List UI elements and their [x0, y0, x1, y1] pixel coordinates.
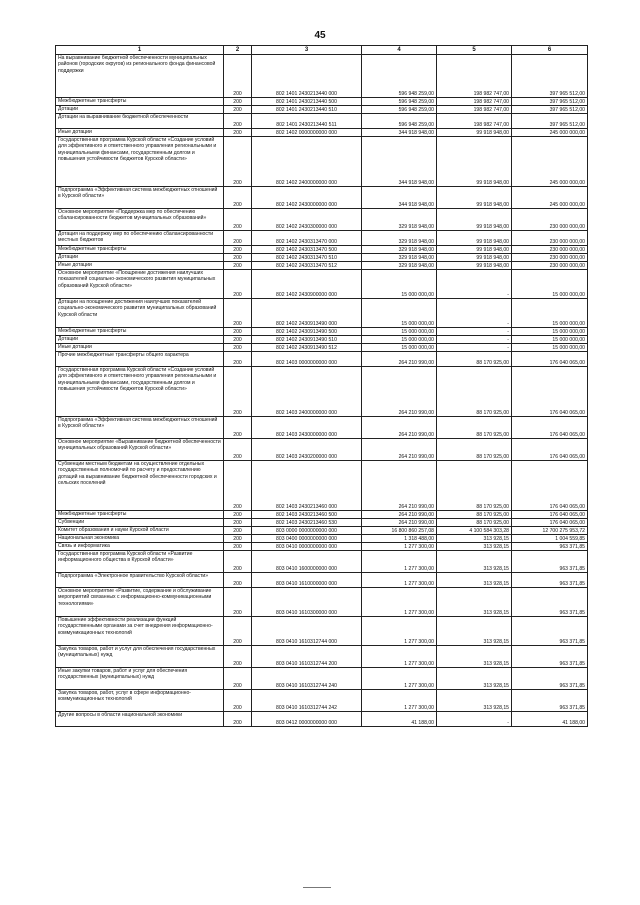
- row-code: 802 1402 2430313470 510: [252, 254, 362, 262]
- row-ved: 200: [224, 209, 252, 231]
- row-ved: 200: [224, 114, 252, 129]
- table-row: [56, 511, 588, 519]
- row-name: Иные закупки товаров, работ и услуг для обеспечения государственных (муниципальных) нужд: [56, 668, 224, 690]
- row-name: Основное мероприятие «Поддержка мер по обеспечению сбалансированности бюджетов муниципальных образований»: [56, 209, 224, 231]
- header-row: [56, 46, 588, 55]
- row-name: Комитет образования и науки Курской области: [56, 527, 224, 535]
- row-code: 802 1402 2430913490 512: [252, 344, 362, 352]
- row-value-5: 4 100 584 303,28: [437, 527, 512, 535]
- header-cell-5: 5: [437, 46, 512, 55]
- row-value-5: 313 928,15: [437, 588, 512, 617]
- row-value-6: 963 371,85: [512, 646, 588, 668]
- row-code: 803 0400 0000000000 000: [252, 535, 362, 543]
- table-row: [56, 55, 588, 98]
- row-name: Основное мероприятие «Развитие, содержание и обслуживание мероприятий связанных с информационно-коммуникационными технологиями»: [56, 588, 224, 617]
- table-row: [56, 209, 588, 231]
- row-value-5: 99 918 948,00: [437, 262, 512, 270]
- row-name: Дотации на поощрение достижения наилучших показателей социально-экономического развития муниципальных образований Курской области: [56, 299, 224, 328]
- row-code: 803 0410 1610312744 000: [252, 617, 362, 646]
- row-value-4: 1 277 300,00: [362, 573, 437, 588]
- row-ved: 200: [224, 439, 252, 461]
- row-ved: 200: [224, 573, 252, 588]
- row-code: 802 1402 2430913490 510: [252, 336, 362, 344]
- table-row: [56, 527, 588, 535]
- row-value-5: 99 918 948,00: [437, 209, 512, 231]
- table-row: [56, 588, 588, 617]
- row-code: 802 1403 2430213460 530: [252, 519, 362, 527]
- row-ved: 200: [224, 367, 252, 417]
- row-name: Дотации на выравнивание бюджетной обеспеченности: [56, 114, 224, 129]
- row-value-5: 88 170 925,00: [437, 352, 512, 367]
- row-name: Иные дотации: [56, 262, 224, 270]
- row-value-6: 1 004 559,85: [512, 535, 588, 543]
- page-number: 45: [314, 30, 326, 41]
- row-value-4: 596 948 259,00: [362, 98, 437, 106]
- row-name: Основное мероприятие «Выравнивание бюджетной обеспеченности муниципальных образований Курской области»: [56, 439, 224, 461]
- row-value-5: 99 918 948,00: [437, 137, 512, 187]
- row-ved: 200: [224, 352, 252, 367]
- row-value-6: 176 040 065,00: [512, 461, 588, 511]
- table-row: [56, 519, 588, 527]
- row-name: Подпрограмма «Электронное правительство Курской области»: [56, 573, 224, 588]
- row-value-4: 329 918 948,00: [362, 254, 437, 262]
- row-name: Субвенции: [56, 519, 224, 527]
- row-value-4: 1 277 300,00: [362, 646, 437, 668]
- row-name: Субвенции местным бюджетам на осуществление отдельных государственных полномочий по расчету и предоставлению дотаций на выравнивание бюджетной обеспеченности городских и сельских поселений: [56, 461, 224, 511]
- row-value-4: 329 918 948,00: [362, 209, 437, 231]
- row-name: Другие вопросы в области национальной экономики: [56, 712, 224, 727]
- row-value-6: 245 000 000,00: [512, 187, 588, 209]
- row-code: 803 0410 1610312744 242: [252, 690, 362, 712]
- row-value-5: 88 170 925,00: [437, 461, 512, 511]
- row-code: 802 1402 2430913490 500: [252, 328, 362, 336]
- header-cell-3: 3: [252, 46, 362, 55]
- table-row: [56, 543, 588, 551]
- row-value-5: 313 928,15: [437, 617, 512, 646]
- row-ved: 200: [224, 106, 252, 114]
- row-value-5: 198 982 747,00: [437, 106, 512, 114]
- row-ved: 200: [224, 55, 252, 98]
- row-value-5: 88 170 925,00: [437, 367, 512, 417]
- row-value-4: 344 918 948,00: [362, 187, 437, 209]
- row-value-6: 230 000 000,00: [512, 246, 588, 254]
- row-ved: 200: [224, 461, 252, 511]
- table-row: [56, 551, 588, 573]
- row-value-4: 344 918 948,00: [362, 137, 437, 187]
- table-row: [56, 439, 588, 461]
- table-row: [56, 336, 588, 344]
- row-code: 802 1401 2430213440 511: [252, 114, 362, 129]
- row-value-5: 313 928,15: [437, 646, 512, 668]
- row-value-5: 88 170 925,00: [437, 519, 512, 527]
- row-value-5: -: [437, 328, 512, 336]
- row-value-4: 344 918 948,00: [362, 129, 437, 137]
- row-value-6: 397 965 512,00: [512, 106, 588, 114]
- row-value-6: 41 188,00: [512, 712, 588, 727]
- row-value-5: -: [437, 270, 512, 299]
- row-value-4: 1 277 300,00: [362, 543, 437, 551]
- row-name: Иные дотации: [56, 344, 224, 352]
- row-value-4: 15 000 000,00: [362, 336, 437, 344]
- row-name: Дотации: [56, 254, 224, 262]
- table-row: [56, 270, 588, 299]
- row-value-6: 15 000 000,00: [512, 328, 588, 336]
- row-value-6: 963 371,85: [512, 543, 588, 551]
- row-ved: 200: [224, 231, 252, 246]
- row-value-5: -: [437, 336, 512, 344]
- row-ved: 200: [224, 246, 252, 254]
- row-value-5: 99 918 948,00: [437, 129, 512, 137]
- row-ved: 200: [224, 668, 252, 690]
- row-value-4: 1 277 300,00: [362, 690, 437, 712]
- row-value-6: 397 965 512,00: [512, 114, 588, 129]
- row-ved: 200: [224, 137, 252, 187]
- row-ved: 200: [224, 646, 252, 668]
- row-name: Государственная программа Курской области «Создание условий для эффективного и ответственного управления региональными и муниципальными финансами, государственным долгом и повышения устойчивости бюджетов Курской области»: [56, 367, 224, 417]
- row-value-4: 329 918 948,00: [362, 262, 437, 270]
- row-value-4: 1 277 300,00: [362, 617, 437, 646]
- row-code: 802 1403 2430200000 000: [252, 439, 362, 461]
- row-ved: 200: [224, 254, 252, 262]
- row-code: 802 1402 2430300000 000: [252, 209, 362, 231]
- row-code: 802 1402 2430000000 000: [252, 187, 362, 209]
- row-value-4: 16 800 860 257,08: [362, 527, 437, 535]
- row-value-5: 88 170 925,00: [437, 439, 512, 461]
- row-ved: 200: [224, 129, 252, 137]
- row-name: Подпрограмма «Эффективная система межбюджетных отношений в Курской области»: [56, 417, 224, 439]
- table-row: [56, 299, 588, 328]
- row-ved: 200: [224, 519, 252, 527]
- row-value-5: -: [437, 299, 512, 328]
- table-row: [56, 187, 588, 209]
- row-value-4: 596 948 259,00: [362, 114, 437, 129]
- row-value-6: 397 965 512,00: [512, 55, 588, 98]
- row-value-6: 15 000 000,00: [512, 299, 588, 328]
- header-cell-2: 2: [224, 46, 252, 55]
- row-ved: 200: [224, 299, 252, 328]
- table-row: [56, 328, 588, 336]
- row-code: 802 1402 2430913490 000: [252, 299, 362, 328]
- row-name: Дотации: [56, 106, 224, 114]
- row-value-5: 198 982 747,00: [437, 114, 512, 129]
- table-row: [56, 617, 588, 646]
- row-value-6: 245 000 000,00: [512, 137, 588, 187]
- row-value-5: 88 170 925,00: [437, 417, 512, 439]
- row-name: Межбюджетные трансферты: [56, 511, 224, 519]
- row-code: 803 0410 1610300000 000: [252, 588, 362, 617]
- table-row: [56, 137, 588, 187]
- row-name: Межбюджетные трансферты: [56, 246, 224, 254]
- row-name: Межбюджетные трансферты: [56, 98, 224, 106]
- table-row: [56, 262, 588, 270]
- row-value-6: 15 000 000,00: [512, 270, 588, 299]
- table-row: [56, 417, 588, 439]
- bottom-mark: [303, 887, 331, 888]
- row-value-5: -: [437, 344, 512, 352]
- row-name: Межбюджетные трансферты: [56, 328, 224, 336]
- row-value-6: 176 040 065,00: [512, 439, 588, 461]
- row-ved: 200: [224, 262, 252, 270]
- row-value-6: 15 000 000,00: [512, 344, 588, 352]
- row-value-5: 99 918 948,00: [437, 231, 512, 246]
- row-ved: 200: [224, 98, 252, 106]
- row-code: 802 1402 2430900000 000: [252, 270, 362, 299]
- row-ved: 200: [224, 527, 252, 535]
- table-row: [56, 254, 588, 262]
- row-name: Повышение эффективности реализации функций государственными органами за счет внедрения информационно-коммуникационных технологий: [56, 617, 224, 646]
- row-ved: 200: [224, 617, 252, 646]
- row-code: 802 1403 2400000000 000: [252, 367, 362, 417]
- row-ved: 200: [224, 551, 252, 573]
- table-row: [56, 246, 588, 254]
- row-value-5: 198 982 747,00: [437, 55, 512, 98]
- row-value-6: 245 000 000,00: [512, 129, 588, 137]
- row-value-4: 15 000 000,00: [362, 344, 437, 352]
- row-ved: 200: [224, 336, 252, 344]
- table-row: [56, 98, 588, 106]
- row-value-5: 313 928,15: [437, 690, 512, 712]
- row-code: 803 0410 1610000000 000: [252, 573, 362, 588]
- row-ved: 200: [224, 270, 252, 299]
- row-name: Дотации: [56, 336, 224, 344]
- row-value-6: 176 040 065,00: [512, 417, 588, 439]
- row-ved: 200: [224, 712, 252, 727]
- header-cell-4: 4: [362, 46, 437, 55]
- row-value-4: 1 277 300,00: [362, 551, 437, 573]
- row-code: 803 0410 1610312744 200: [252, 646, 362, 668]
- row-name: Государственная программа Курской области «Развитие информационного общества в Курской области»: [56, 551, 224, 573]
- row-value-5: 313 928,15: [437, 551, 512, 573]
- row-ved: 200: [224, 543, 252, 551]
- table-row: [56, 573, 588, 588]
- row-name: Государственная программа Курской области «Создание условий для эффективного и ответственного управления региональными и муниципальными финансами, государственным долгом и повышения устойчивости бюджетов Курской области»: [56, 137, 224, 187]
- row-value-4: 329 918 948,00: [362, 231, 437, 246]
- row-name: Основное мероприятие «Поощрение достижения наилучших показателей социально-экономического развития муниципальных образований Курской области»: [56, 270, 224, 299]
- row-value-6: 230 000 000,00: [512, 209, 588, 231]
- row-name: Прочие межбюджетные трансферты общего характера: [56, 352, 224, 367]
- row-value-6: 176 040 065,00: [512, 352, 588, 367]
- row-value-4: 329 918 948,00: [362, 246, 437, 254]
- row-value-5: 99 918 948,00: [437, 254, 512, 262]
- row-code: 802 1402 2430313470 512: [252, 262, 362, 270]
- row-ved: 200: [224, 535, 252, 543]
- row-ved: 200: [224, 187, 252, 209]
- row-value-5: 313 928,15: [437, 543, 512, 551]
- row-code: 803 0410 0000000000 000: [252, 543, 362, 551]
- row-value-4: 15 000 000,00: [362, 270, 437, 299]
- row-code: 802 1403 0000000000 000: [252, 352, 362, 367]
- row-name: Дотация на поддержку мер по обеспечению сбалансированности местных бюджетов: [56, 231, 224, 246]
- row-value-4: 1 277 300,00: [362, 668, 437, 690]
- table-row: [56, 712, 588, 727]
- row-value-6: 963 371,85: [512, 551, 588, 573]
- row-name: На выравнивание бюджетной обеспеченности муниципальных районов (городских округов) из регионального фонда финансовой поддержки: [56, 55, 224, 98]
- row-value-5: 313 928,15: [437, 535, 512, 543]
- row-code: 803 0410 1600000000 000: [252, 551, 362, 573]
- row-value-4: 264 210 990,00: [362, 417, 437, 439]
- row-value-4: 264 210 990,00: [362, 352, 437, 367]
- row-name: Национальная экономика: [56, 535, 224, 543]
- row-value-6: 963 371,85: [512, 588, 588, 617]
- row-value-6: 963 371,85: [512, 617, 588, 646]
- row-value-4: 264 210 990,00: [362, 367, 437, 417]
- row-code: 802 1402 2430313470 500: [252, 246, 362, 254]
- row-value-6: 397 965 512,00: [512, 98, 588, 106]
- row-value-6: 230 000 000,00: [512, 262, 588, 270]
- row-code: 802 1401 2430213440 510: [252, 106, 362, 114]
- table-row: [56, 646, 588, 668]
- row-value-6: 230 000 000,00: [512, 254, 588, 262]
- row-code: 802 1403 2430000000 000: [252, 417, 362, 439]
- header-cell-6: 6: [512, 46, 588, 55]
- row-name: Связь и информатика: [56, 543, 224, 551]
- row-value-6: 963 371,85: [512, 668, 588, 690]
- table-row: [56, 114, 588, 129]
- table-row: [56, 129, 588, 137]
- row-code: 802 1402 2430313470 000: [252, 231, 362, 246]
- row-code: 802 1403 2430213460 000: [252, 461, 362, 511]
- row-ved: 200: [224, 344, 252, 352]
- row-value-6: 176 040 065,00: [512, 511, 588, 519]
- row-value-5: 88 170 925,00: [437, 511, 512, 519]
- row-ved: 200: [224, 690, 252, 712]
- table-row: [56, 461, 588, 511]
- row-code: 802 1403 2430213460 500: [252, 511, 362, 519]
- row-value-4: 596 948 259,00: [362, 106, 437, 114]
- row-ved: 200: [224, 511, 252, 519]
- table-row: [56, 535, 588, 543]
- row-value-5: -: [437, 712, 512, 727]
- row-ved: 200: [224, 328, 252, 336]
- budget-table: [55, 45, 588, 727]
- row-value-5: 313 928,15: [437, 668, 512, 690]
- row-value-6: 176 040 065,00: [512, 519, 588, 527]
- table-row: [56, 106, 588, 114]
- row-value-4: 264 210 990,00: [362, 511, 437, 519]
- row-code: 803 0000 0000000000 000: [252, 527, 362, 535]
- row-value-4: 264 210 990,00: [362, 519, 437, 527]
- row-name: Подпрограмма «Эффективная система межбюджетных отношений в Курской области»: [56, 187, 224, 209]
- row-ved: 200: [224, 588, 252, 617]
- header-cell-1: 1: [56, 46, 224, 55]
- row-value-4: 264 210 990,00: [362, 439, 437, 461]
- row-name: Иные дотации: [56, 129, 224, 137]
- row-name: Закупка товаров, работ, услуг в сфере информационно-коммуникационных технологий: [56, 690, 224, 712]
- row-value-6: 176 040 065,00: [512, 367, 588, 417]
- row-value-4: 41 188,00: [362, 712, 437, 727]
- row-value-4: 15 000 000,00: [362, 299, 437, 328]
- row-code: 802 1402 0000000000 000: [252, 129, 362, 137]
- row-value-6: 963 371,85: [512, 690, 588, 712]
- row-code: 802 1401 2430213440 000: [252, 55, 362, 98]
- row-value-5: 198 982 747,00: [437, 98, 512, 106]
- row-value-4: 1 277 300,00: [362, 588, 437, 617]
- row-value-4: 596 948 259,00: [362, 55, 437, 98]
- table-row: [56, 344, 588, 352]
- row-value-6: 963 371,85: [512, 573, 588, 588]
- row-code: 803 0410 1610312744 240: [252, 668, 362, 690]
- row-value-5: 99 918 948,00: [437, 246, 512, 254]
- table-row: [56, 352, 588, 367]
- row-value-4: 15 000 000,00: [362, 328, 437, 336]
- row-value-5: 313 928,15: [437, 573, 512, 588]
- row-code: 803 0412 0000000000 000: [252, 712, 362, 727]
- row-value-6: 230 000 000,00: [512, 231, 588, 246]
- row-value-4: 264 210 990,00: [362, 461, 437, 511]
- row-code: 802 1402 2400000000 000: [252, 137, 362, 187]
- row-name: Закупка товаров, работ и услуг для обеспечения государственных (муниципальных) нужд: [56, 646, 224, 668]
- table-row: [56, 231, 588, 246]
- table-row: [56, 690, 588, 712]
- table-row: [56, 367, 588, 417]
- row-code: 802 1401 2430213440 500: [252, 98, 362, 106]
- table-row: [56, 668, 588, 690]
- row-ved: 200: [224, 417, 252, 439]
- row-value-4: 1 318 488,00: [362, 535, 437, 543]
- row-value-5: 99 918 948,00: [437, 187, 512, 209]
- row-value-6: 15 000 000,00: [512, 336, 588, 344]
- row-value-6: 12 700 275 953,72: [512, 527, 588, 535]
